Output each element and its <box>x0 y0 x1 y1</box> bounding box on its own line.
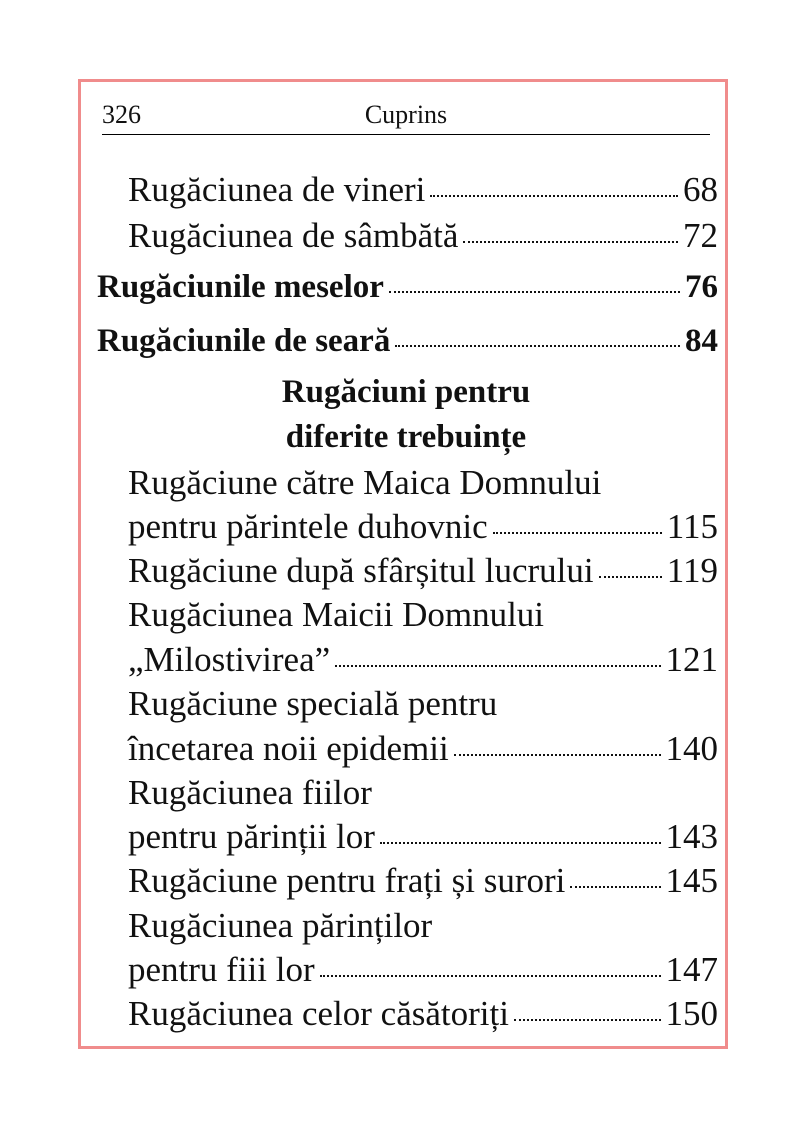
toc-entry-page: 121 <box>665 640 718 679</box>
dot-leader <box>320 975 661 977</box>
toc-entry-label: Rugăciunea de sâmbătă <box>128 216 459 255</box>
toc-entry[interactable] <box>128 218 718 253</box>
toc-entry-label: pentru părinții lor <box>128 817 375 856</box>
toc-section-entry[interactable] <box>97 325 718 358</box>
dot-leader <box>493 532 662 534</box>
toc-entry[interactable] <box>128 731 718 766</box>
toc-entry-page: 68 <box>683 170 718 209</box>
dot-leader <box>430 195 678 197</box>
toc-entry[interactable] <box>128 863 718 898</box>
page-number: 326 <box>102 100 141 129</box>
toc-entry-page: 84 <box>685 323 718 359</box>
dot-leader <box>389 291 680 293</box>
section-heading-line-1: Rugăciuni pentru <box>281 374 531 410</box>
dot-leader <box>335 665 660 667</box>
toc-entry-label: Rugăciune pentru frați și surori <box>128 861 566 900</box>
toc-entry-page: 143 <box>665 817 718 856</box>
toc-entry-label: Rugăciune după sfârșitul lucrului <box>128 551 594 590</box>
toc-entry-page: 119 <box>666 551 718 590</box>
toc-entry[interactable] <box>128 553 718 588</box>
toc-entry-page: 145 <box>665 861 718 900</box>
dot-leader <box>395 345 680 347</box>
dot-leader <box>514 1019 661 1021</box>
section-heading-line-2: diferite trebuințe <box>285 419 527 455</box>
dot-leader <box>570 886 660 888</box>
toc-entry-label: Rugăciunile de seară <box>97 323 391 359</box>
dot-leader <box>463 241 678 243</box>
toc-entry[interactable] <box>128 172 718 207</box>
toc-entry[interactable] <box>128 642 718 677</box>
toc-entry-first-line: Rugăciunea fiilor <box>128 773 372 812</box>
toc-entry-page: 115 <box>666 507 718 546</box>
running-title: Cuprins <box>364 100 448 129</box>
toc-entry-label: Rugăciunea de vineri <box>128 170 426 209</box>
toc-entry-page: 150 <box>665 994 718 1033</box>
toc-entry-first-line: Rugăciune specială pentru <box>128 684 498 723</box>
toc-entry-label: „Milostivirea” <box>128 640 331 679</box>
toc-entry-first-line: Rugăciunea Maicii Domnului <box>128 595 545 634</box>
toc-entry-page: 140 <box>665 729 718 768</box>
toc-entry-first-line: Rugăciunea părinților <box>128 906 433 945</box>
toc-entry-label: pentru fiii lor <box>128 950 315 989</box>
toc-entry[interactable] <box>128 996 718 1031</box>
toc-entry-label: Rugăciunile meselor <box>97 269 384 305</box>
dot-leader <box>599 576 662 578</box>
toc-entry-label: pentru părintele duhovnic <box>128 507 488 546</box>
toc-entry[interactable] <box>128 952 718 987</box>
toc-entry-label: încetarea noii epidemii <box>128 729 449 768</box>
toc-entry-label: Rugăciunea celor căsătoriți <box>128 994 509 1033</box>
dot-leader <box>454 754 661 756</box>
toc-entry-page: 76 <box>685 269 718 305</box>
dot-leader <box>380 842 661 844</box>
toc-entry[interactable] <box>128 509 718 544</box>
toc-entry-first-line: Rugăciune către Maica Domnului <box>128 463 602 502</box>
toc-entry-page: 147 <box>665 950 718 989</box>
toc-entry-page: 72 <box>683 216 718 255</box>
toc-section-entry[interactable] <box>97 271 718 304</box>
toc-entry[interactable] <box>128 819 718 854</box>
